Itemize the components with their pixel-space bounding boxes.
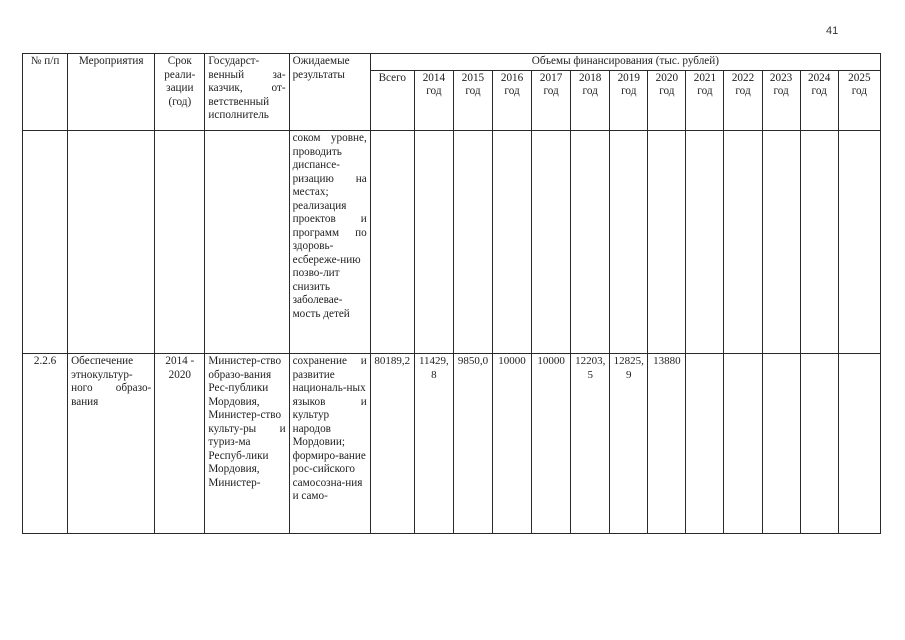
cell-event: [68, 131, 155, 354]
cell-2015: [453, 131, 492, 354]
cell-2023: [762, 131, 800, 354]
cell-2021: [686, 131, 724, 354]
cell-2017: [532, 131, 571, 354]
cell-2025: [838, 354, 880, 534]
cell-total: 80189,2: [370, 354, 414, 534]
header-event: Мероприятия: [68, 54, 155, 131]
cell-2024: [800, 131, 838, 354]
header-row-1: [23, 54, 881, 71]
cell-2021: [686, 354, 724, 534]
cell-total: [370, 131, 414, 354]
header-year-2016: 2016 год: [493, 70, 532, 131]
table-row: [23, 131, 881, 354]
header-year-2023: 2023 год: [762, 70, 800, 131]
cell-2019: 12825,9: [610, 354, 648, 534]
cell-term: [155, 131, 205, 354]
header-customer: Государст-венный за-казчик, от-ветственный исполнитель: [205, 54, 289, 131]
cell-2018: 12203,5: [571, 354, 610, 534]
header-year-2025: 2025 год: [838, 70, 880, 131]
header-year-2020: 2020 год: [648, 70, 686, 131]
header-year-2024: 2024 год: [800, 70, 838, 131]
cell-customer: Министер-ство образо-вания Рес-публики Мордовия, Министер-ство культу-ры и туриз-ма Респуб-лики Мордовия, Министер-: [205, 354, 289, 534]
cell-2017: 10000: [532, 354, 571, 534]
header-year-2021: 2021 год: [686, 70, 724, 131]
cell-2016: 10000: [493, 354, 532, 534]
header-year-2022: 2022 год: [724, 70, 762, 131]
header-results: Ожидаемые результаты: [289, 54, 370, 131]
page-number: 41: [826, 25, 839, 37]
cell-2020: [648, 131, 686, 354]
header-year-2018: 2018 год: [571, 70, 610, 131]
header-funding: Объемы финансирования (тыс. рублей): [370, 54, 880, 71]
header-term: Срок реали-зации (год): [155, 54, 205, 131]
cell-2023: [762, 354, 800, 534]
cell-2022: [724, 131, 762, 354]
header-year-2017: 2017 год: [532, 70, 571, 131]
cell-2019: [610, 131, 648, 354]
cell-num: [23, 131, 68, 354]
cell-results: соком уровне, проводить диспансе-ризацию на местах; реализация проектов и программ по здоровь-есбереже-нию позво-лит снизить заболевае-мость детей: [289, 131, 370, 354]
cell-2014: [414, 131, 453, 354]
cell-customer: [205, 131, 289, 354]
cell-event: Обеспечение этнокультур-ного образо-вания: [68, 354, 155, 534]
table-row: [23, 354, 881, 534]
cell-2025: [838, 131, 880, 354]
cell-num: 2.2.6: [23, 354, 68, 534]
header-year-2019: 2019 год: [610, 70, 648, 131]
cell-term: 2014 - 2020: [155, 354, 205, 534]
cell-2014: 11429,8: [414, 354, 453, 534]
cell-2015: 9850,0: [453, 354, 492, 534]
cell-results: сохранение и развитие националь-ных языков и культур народов Мордовии; формиро-вание рос-сийского самосозна-ния и само-: [289, 354, 370, 534]
cell-2022: [724, 354, 762, 534]
header-total: Всего: [370, 70, 414, 131]
financing-table: [22, 53, 881, 534]
header-year-2015: 2015 год: [453, 70, 492, 131]
cell-2024: [800, 354, 838, 534]
cell-2020: 13880: [648, 354, 686, 534]
cell-2016: [493, 131, 532, 354]
header-year-2014: 2014 год: [414, 70, 453, 131]
cell-2018: [571, 131, 610, 354]
header-num: № п/п: [23, 54, 68, 131]
